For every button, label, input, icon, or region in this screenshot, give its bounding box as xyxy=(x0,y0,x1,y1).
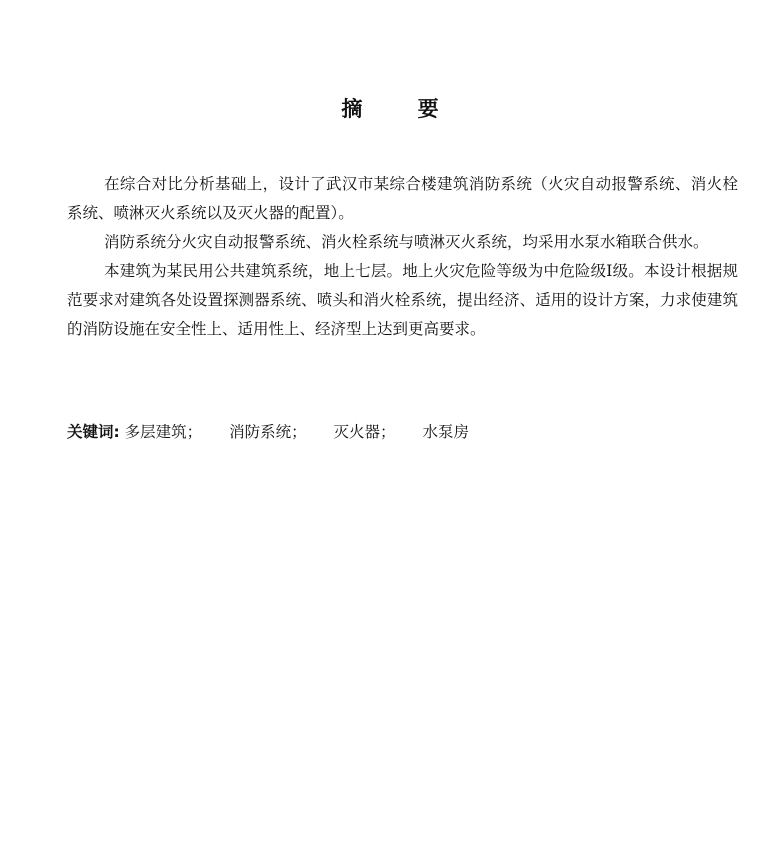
abstract-body xyxy=(67,170,738,344)
keyword-item: 灭火器； xyxy=(333,423,396,441)
abstract-title: 摘 要 xyxy=(341,97,463,121)
keyword-item: 水泵房 xyxy=(422,423,470,441)
keyword-item: 消防系统； xyxy=(229,423,307,441)
abstract-paragraph-3: 本建筑为某民用公共建筑系统，地上七层。地上火灾危险等级为中危险级Ⅰ级。本设计根据规范要求对建筑各处设置探测器系统、喷头和消火栓系统，提出经济、适用的设计方案，力求使建筑的消防设施在安全性上、适用性上、经济型上达到更高要求。 xyxy=(67,262,738,338)
keywords-line xyxy=(67,418,738,447)
abstract-paragraph-2: 消防系统分火灾自动报警系统、消火栓系统与喷淋灭火系统，均采用水泵水箱联合供水。 xyxy=(104,233,709,251)
abstract-paragraph-1: 在综合对比分析基础上，设计了武汉市某综合楼建筑消防系统（火灾自动报警系统、消火栓系统、喷淋灭火系统以及灭火器的配置）。 xyxy=(67,175,738,222)
keywords-label: 关键词: xyxy=(67,423,120,441)
keyword-item: 多层建筑； xyxy=(124,423,203,441)
